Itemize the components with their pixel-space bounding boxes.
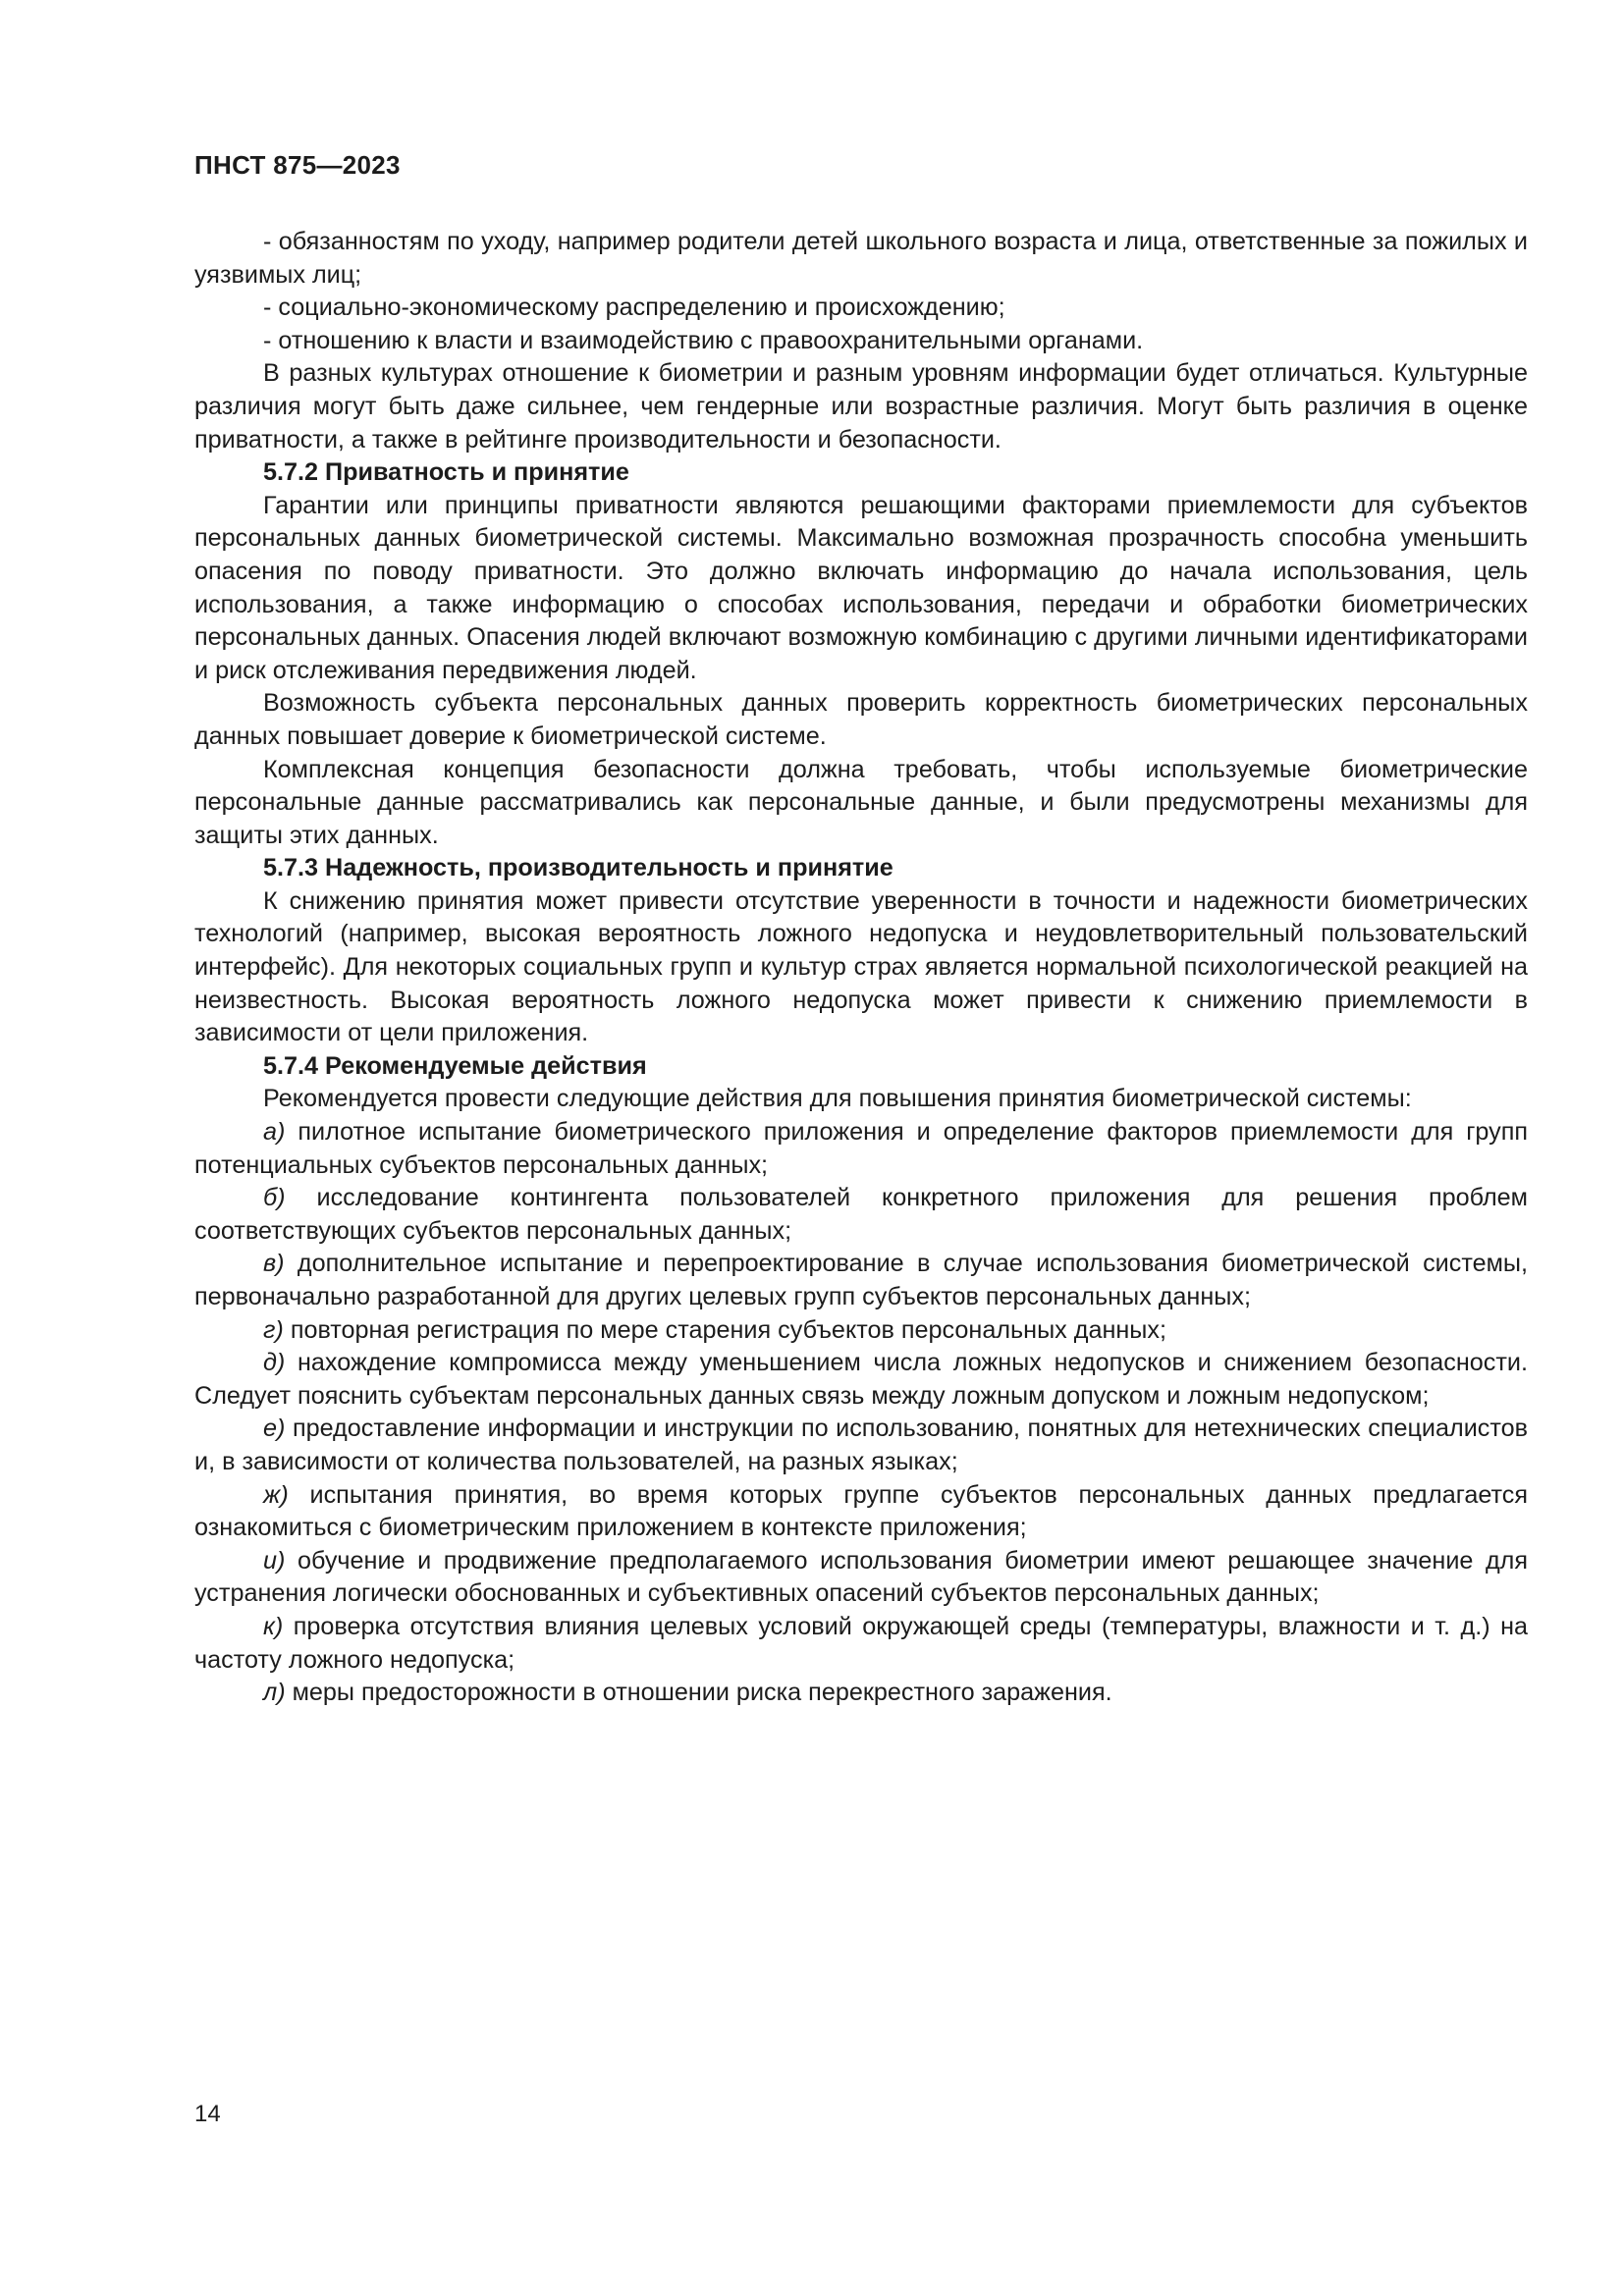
list-item-text: предоставление информации и инструкции по использованию, понятных для нетехнических специалистов и, в зависимости от количества пользователей, на разных языках;	[194, 1415, 1529, 1475]
list-item	[194, 1479, 1528, 1545]
list-item-text: пилотное испытание биометрического приложения и определение факторов приемлемости для групп потенциальных субъектов персональных данных;	[194, 1118, 1528, 1179]
list-item-text: дополнительное испытание и перепроектирование в случае использования биометрической системы, первоначально разработанной для других целевых групп субъектов персональных данных;	[194, 1250, 1529, 1310]
list-item	[194, 1314, 1528, 1348]
list-item	[194, 1116, 1528, 1182]
paragraph: Рекомендуется провести следующие действия для повышения принятия биометрической системы:	[263, 1085, 1412, 1113]
list-item	[194, 1677, 1528, 1710]
page-number: 14	[194, 2101, 221, 2127]
list-item	[194, 1182, 1528, 1248]
list-marker: д)	[263, 1349, 286, 1377]
list-item	[194, 1413, 1528, 1478]
list-item	[194, 1611, 1528, 1677]
list-marker: л)	[263, 1679, 286, 1707]
list-marker: е)	[263, 1415, 286, 1443]
list-marker: в)	[263, 1250, 285, 1278]
intro-item: - социально-экономическому распределению и происхождению;	[263, 294, 1005, 322]
paragraph: Возможность субъекта персональных данных проверить корректность биометрических персональных данных повышает доверие к биометрической системе.	[194, 689, 1528, 750]
list-marker: ж)	[263, 1480, 289, 1509]
paragraph: Гарантии или принципы приватности являются решающими факторами приемлемости для субъектов персональных данных биометрической системы. Максимально возможная прозрачность способна уменьшить опасения по поводу приватности. Это должно включать информацию до начала использования, цель использования, а также информацию о способах использования, передачи и обработки биометрических персональных данных. Опасения людей включают возможную комбинацию с другими личными идентификаторами и риск отслеживания передвижения людей.	[194, 491, 1528, 684]
list-marker: г)	[263, 1315, 284, 1344]
list-item	[194, 1248, 1528, 1313]
list-marker: к)	[263, 1612, 284, 1640]
section-heading-5-7-4: 5.7.4 Рекомендуемые действия	[263, 1051, 647, 1080]
list-item-text: меры предосторожности в отношении риска перекрестного заражения.	[292, 1679, 1112, 1707]
list-item	[194, 1545, 1528, 1611]
document-body	[194, 226, 1528, 1710]
section-heading-5-7-2: 5.7.2 Приватность и принятие	[263, 458, 629, 487]
list-item-text: повторная регистрация по мере старения субъектов персональных данных;	[290, 1315, 1166, 1344]
list-item-text: испытания принятия, во время которых группе субъектов персональных данных предлагается ознакомиться с биометрическим приложением в контексте приложения;	[194, 1480, 1529, 1542]
list-marker: б)	[263, 1184, 286, 1212]
intro-item: - обязанностям по уходу, например родители детей школьного возраста и лица, ответственные за пожилых и уязвимых лиц;	[194, 228, 1528, 289]
paragraph: К снижению принятия может привести отсутствие уверенности в точности и надежности биометрических технологий (например, высокая вероятность ложного недопуска и неудовлетворительный пользовательский интерфейс). Для некоторых социальных групп и культур страх является нормальной психологической реакцией на неизвестность. Высокая вероятность ложного недопуска может привести к снижению приемлемости в зависимости от цели приложения.	[194, 886, 1528, 1047]
list-marker: а)	[263, 1118, 286, 1147]
intro-paragraph: В разных культурах отношение к биометрии и разным уровням информации будет отличаться. Культурные различия могут быть даже сильнее, чем гендерные или возрастные различия. Могут быть различия в оценке приватности, а также в рейтинге производительности и безопасности.	[194, 359, 1528, 454]
list-item-text: обучение и продвижение предполагаемого использования биометрии имеют решающее значение для устранения логически обоснованных и субъективных опасений субъектов персональных данных;	[194, 1546, 1528, 1608]
section-heading-5-7-3: 5.7.3 Надежность, производительность и принятие	[263, 854, 893, 882]
list-marker: и)	[263, 1546, 286, 1575]
list-item	[194, 1347, 1528, 1413]
list-item-text: проверка отсутствия влияния целевых условий окружающей среды (температуры, влажности и т. д.) на частоту ложного недопуска;	[194, 1612, 1529, 1674]
document-code: ПНСТ 875—2023	[194, 150, 401, 180]
intro-item: - отношению к власти и взаимодействию с правоохранительными органами.	[263, 326, 1144, 354]
list-item-text: исследование контингента пользователей конкретного приложения для решения проблем соответствующих субъектов персональных данных;	[194, 1184, 1528, 1245]
list-item-text: нахождение компромисса между уменьшением числа ложных недопусков и снижением безопасности. Следует пояснить субъектам персональных данных связь между ложным допуском и ложным недопуском;	[194, 1349, 1528, 1410]
paragraph: Комплексная концепция безопасности должна требовать, чтобы используемые биометрические персональные данные рассматривались как персональные данные, и были предусмотрены механизмы для защиты этих данных.	[194, 755, 1528, 849]
